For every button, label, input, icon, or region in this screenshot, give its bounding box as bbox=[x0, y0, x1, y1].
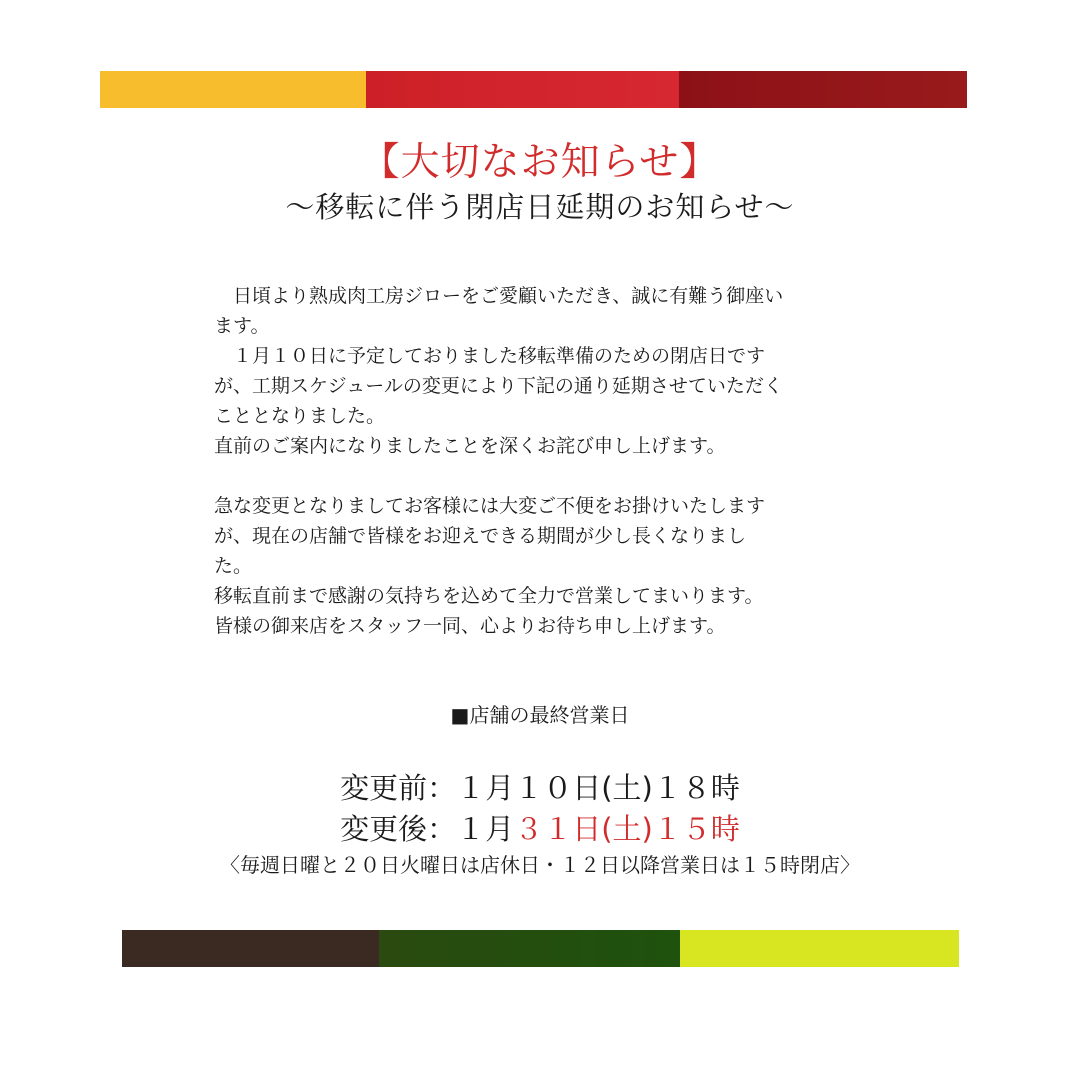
body-line: が、工期スケジュールの変更により下記の通り延期させていただく bbox=[214, 375, 783, 397]
bottom-bar-lime-segment bbox=[680, 930, 959, 967]
page-title: 【大切なお知らせ】 bbox=[360, 140, 720, 185]
body-line: 移転直前まで感謝の気持ちを込めて全力で営業してまいります。 bbox=[214, 585, 764, 607]
body-line: １月１０日に予定しておりました移転準備のための閉店日です bbox=[214, 345, 766, 367]
top-bar-dark-red-segment bbox=[679, 71, 967, 108]
bottom-color-bar bbox=[122, 930, 959, 967]
date-after-label: 変更後： bbox=[340, 812, 457, 846]
body-line: 日頃より熟成肉工房ジローをご愛顧いただき、誠に有難う御座い bbox=[214, 285, 784, 307]
last-business-day-heading: ■店舗の最終営業日 bbox=[450, 703, 630, 727]
top-color-bar bbox=[100, 71, 967, 108]
date-before-value: １月１０日(土)１８時 bbox=[456, 771, 740, 805]
body-line: 直前のご案内になりましたことを深くお詫び申し上げます。 bbox=[214, 435, 726, 457]
bottom-bar-green-segment bbox=[379, 930, 680, 967]
date-after-highlight: ３１日(土)１５時 bbox=[514, 812, 740, 846]
body-line: ます。 bbox=[214, 315, 270, 337]
top-bar-red-segment bbox=[366, 71, 679, 108]
body-line: こととなりました。 bbox=[214, 405, 386, 427]
date-before-label: 変更前： bbox=[340, 771, 457, 805]
body-line: 急な変更となりましてお客様には大変ご不便をお掛けいたします bbox=[214, 495, 766, 517]
holiday-note: 〈毎週日曜と２０日火曜日は店休日・１２日以降営業日は１５時閉店〉 bbox=[220, 853, 860, 877]
date-after-change bbox=[0, 809, 1080, 849]
paragraph-spacer bbox=[214, 461, 874, 491]
body-line: が、現在の店舗で皆様をお迎えできる期間が少し長くなりまし bbox=[214, 525, 747, 547]
body-line: 皆様の御来店をスタッフ一同、心よりお待ち申し上げます。 bbox=[214, 615, 726, 637]
top-bar-yellow-segment bbox=[100, 71, 366, 108]
bottom-bar-brown-segment bbox=[122, 930, 379, 967]
body-line: た。 bbox=[214, 555, 253, 577]
page-subtitle: ～移転に伴う閉店日延期のお知らせ～ bbox=[285, 190, 795, 224]
announcement-body bbox=[214, 281, 874, 641]
date-before-change bbox=[0, 768, 1080, 808]
date-after-month: １月 bbox=[456, 812, 515, 846]
